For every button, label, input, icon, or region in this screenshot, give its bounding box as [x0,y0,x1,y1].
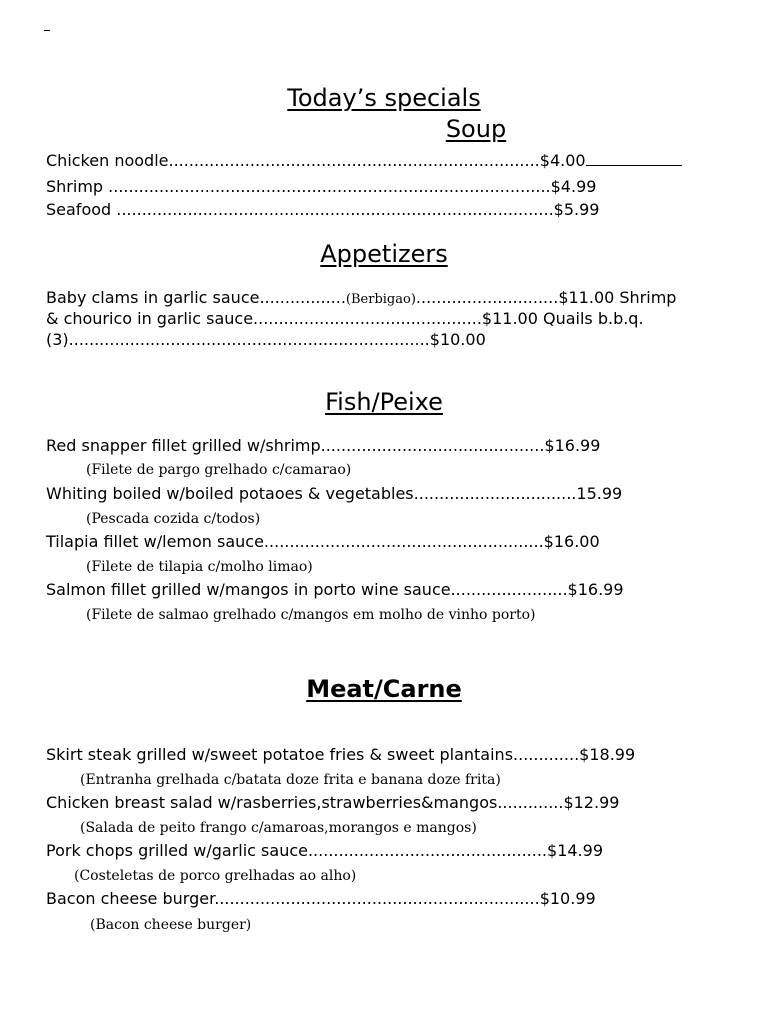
soup-heading: Soup [445,115,507,143]
fish-heading: Fish/Peixe [325,388,443,416]
fish-item-translation: (Filete de tilapia c/molho limao) [86,559,313,575]
meat-item-translation: (Entranha grelhada c/batata doze frita e banana doze frita) [80,772,501,788]
meat-item-translation: (Costeletas de porco grelhadas ao alho) [74,868,357,884]
soup-item-chicken-noodle: Chicken noodle.........................................................................$4.00 [46,151,682,171]
fish-item: Whiting boiled w/boiled potaoes & vegetables................................15.99 [46,484,623,503]
fish-item: Tilapia fillet w/lemon sauce.......................................................$16.00 [46,532,600,551]
fish-item: Red snapper fillet grilled w/shrimp............................................$16.99 [46,436,601,455]
appetizers-line-1: Baby clams in garlic sauce.................(Berbigao)............................$11.00 Shrimp [46,288,677,307]
fish-item-translation: (Filete de salmao grelhado c/mangos em molho de vinho porto) [86,607,536,623]
meat-item: Bacon cheese burger................................................................$10.99 [46,889,596,908]
underline-tail [586,164,682,166]
meat-heading: Meat/Carne [306,675,462,703]
fish-item-translation: (Filete de pargo grelhado c/camarao) [86,462,352,478]
soup-item-shrimp: Shrimp .......................................................................................$4.99 [46,177,597,196]
soup-item-seafood: Seafood ......................................................................................$5.99 [46,200,600,219]
appetizers-heading: Appetizers [320,240,448,268]
meat-item-translation: (Salada de peito frango c/amaroas,morangos e mangos) [80,820,477,836]
page-title [0,83,768,113]
appetizers-line-2: & chourico in garlic sauce.............................................$11.00 Quails b.b.q. [46,309,644,328]
meat-item-translation: (Bacon cheese burger) [90,917,252,933]
meat-item: Pork chops grilled w/garlic sauce...............................................$14.99 [46,841,603,860]
fish-item: Salmon fillet grilled w/mangos in porto wine sauce.......................$16.99 [46,580,624,599]
corner-mark [44,30,50,31]
meat-item: Skirt steak grilled w/sweet potatoe fries & sweet plantains.............$18.99 [46,745,636,764]
page-title-text: Today’s specials [287,84,481,112]
meat-item: Chicken breast salad w/rasberries,strawberries&mangos.............$12.99 [46,793,620,812]
fish-item-translation: (Pescada cozida c/todos) [86,511,261,527]
appetizers-line-3: (3).......................................................................$10.00 [46,330,486,349]
